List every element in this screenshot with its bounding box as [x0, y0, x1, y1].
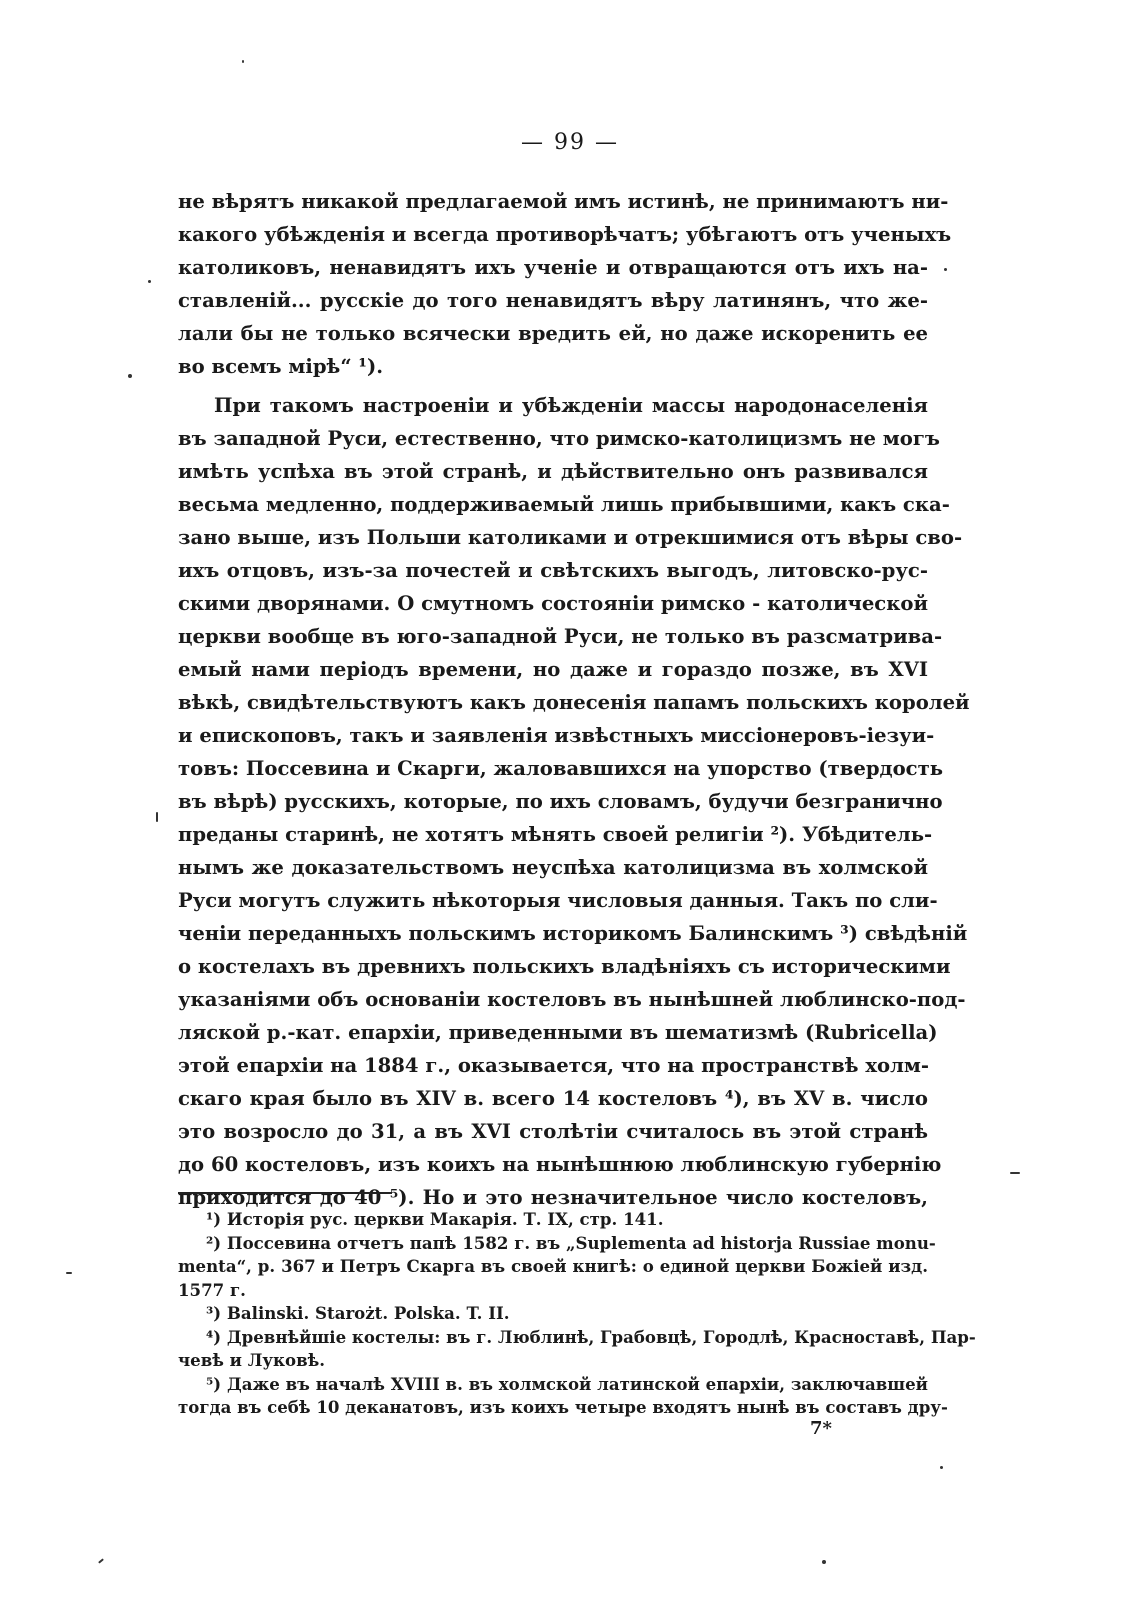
footnote-4-cont: чевѣ и Луковѣ.	[178, 1350, 326, 1370]
text-line: приходится до 40 ⁵). Но и это незначительное число костеловъ,	[178, 1186, 928, 1209]
text-line: указаніями объ основаніи костеловъ въ нынѣшней люблинско-под-	[178, 988, 966, 1011]
page-number: — 99 —	[521, 130, 619, 155]
text-line: ляской р.-кат. епархіи, приведенными въ шематизмѣ (Rubricella)	[178, 1021, 938, 1044]
text-line: преданы старинѣ, не хотятъ мѣнять своей религіи ²). Убѣдитель-	[178, 823, 933, 846]
footnote-2-cont: 1577 г.	[178, 1279, 246, 1300]
text-line: церкви вообще въ юго-западной Руси, не только въ разсматрива-	[178, 625, 943, 648]
text-line: скими дворянами. О смутномъ состояніи римско - католической	[178, 592, 928, 615]
scan-speck	[156, 812, 158, 822]
footnote-4: ⁴) Древнѣйшіе костелы: въ г. Люблинѣ, Грабовцѣ, Городлѣ, Красноставѣ, Пар-	[206, 1326, 976, 1347]
text-line: ченіи переданныхъ польскимъ историкомъ Балинскимъ ³) свѣдѣній	[178, 922, 968, 945]
scan-speck	[66, 1272, 72, 1274]
footnote-divider	[178, 1192, 392, 1194]
scan-speck	[1010, 1172, 1020, 1174]
text-line: имѣть успѣха въ этой странѣ, и дѣйствительно онъ развивался	[178, 460, 928, 483]
footnote-3: ³) Balinski. Starożt. Polska. T. II.	[206, 1303, 510, 1323]
scan-speck	[944, 268, 947, 271]
text-line: до 60 костеловъ, изъ коихъ на нынѣшнюю люблинскую губернію	[178, 1153, 942, 1176]
scan-speck	[242, 60, 244, 63]
printer-signature-mark: 7*	[810, 1418, 832, 1439]
footnotes-block	[178, 1208, 976, 1420]
text-line: этой епархіи на 1884 г., оказывается, что на пространствѣ холм-	[178, 1054, 930, 1077]
scan-speck	[822, 1560, 826, 1564]
text-line: емый нами періодъ времени, но даже и гораздо позже, въ XVI	[178, 658, 928, 681]
text-line: о костелахъ въ древнихъ польскихъ владѣніяхъ съ историческими	[178, 955, 951, 978]
scan-speck	[128, 374, 132, 378]
text-line: лали бы не только всячески вредить ей, но даже искоренить ее	[178, 322, 928, 345]
footnote-5-cont: тогда въ себѣ 10 деканатовъ, изъ коихъ четыре входятъ нынѣ въ составъ дру-	[178, 1397, 948, 1417]
scan-speck	[940, 1466, 943, 1469]
text-line: весьма медленно, поддерживаемый лишь прибывшими, какъ ска-	[178, 493, 950, 516]
scan-speck	[148, 280, 151, 283]
text-line: во всемъ мірѣ“ ¹).	[178, 355, 384, 378]
text-line: ставленій... русскіе до того ненавидятъ вѣру латинянъ, что же-	[178, 289, 928, 312]
text-line: ихъ отцовъ, изъ-за почестей и свѣтскихъ выгодъ, литовско-рус-	[178, 559, 928, 582]
text-line: зано выше, изъ Польши католиками и отрекшимися отъ вѣры сво-	[178, 526, 963, 549]
main-text-block	[178, 185, 970, 1214]
text-line: скаго края было въ XIV в. всего 14 костеловъ ⁴), въ XV в. число	[178, 1087, 928, 1110]
paragraph-first-line: При такомъ настроеніи и убѣжденіи массы народонаселенія	[214, 394, 928, 417]
text-line: католиковъ, ненавидятъ ихъ ученіе и отвращаются отъ ихъ на-	[178, 256, 928, 279]
text-line: Руси могутъ служить нѣкоторыя числовыя данныя. Такъ по сли-	[178, 889, 938, 912]
footnote-5: ⁵) Даже въ началѣ XVIII в. въ холмской латинской епархіи, заключавшей	[206, 1373, 928, 1394]
footnote-1: ¹) Исторія рус. церкви Макарія. Т. IX, стр. 141.	[206, 1209, 664, 1229]
footnote-2: ²) Поссевина отчетъ папѣ 1582 г. въ „Suplementa ad historja Russiae monu-	[206, 1232, 936, 1253]
text-line: въ вѣрѣ) русскихъ, которые, по ихъ словамъ, будучи безгранично	[178, 790, 943, 813]
text-line: это возросло до 31, а въ XVI столѣтіи считалось въ этой странѣ	[178, 1120, 928, 1143]
scan-speck	[98, 1558, 104, 1563]
text-line: не вѣрятъ никакой предлагаемой имъ истинѣ, не принимаютъ ни-	[178, 190, 949, 213]
text-line: какого убѣжденія и всегда противорѣчатъ; убѣгаютъ отъ ученыхъ	[178, 223, 952, 246]
footnote-2-cont: menta“, p. 367 и Петръ Скарга въ своей книгѣ: о единой церкви Божіей изд.	[178, 1256, 928, 1276]
text-line: и епископовъ, такъ и заявленія извѣстныхъ миссіонеровъ-іезуи-	[178, 724, 935, 747]
text-line: товъ: Поссевина и Скарги, жаловавшихся на упорство (твердость	[178, 757, 944, 780]
text-line: вѣкѣ, свидѣтельствуютъ какъ донесенія папамъ польскихъ королей	[178, 691, 970, 714]
text-line: нымъ же доказательствомъ неуспѣха католицизма въ холмской	[178, 856, 928, 879]
text-line: въ западной Руси, естественно, что римско-католицизмъ не могъ	[178, 427, 940, 450]
